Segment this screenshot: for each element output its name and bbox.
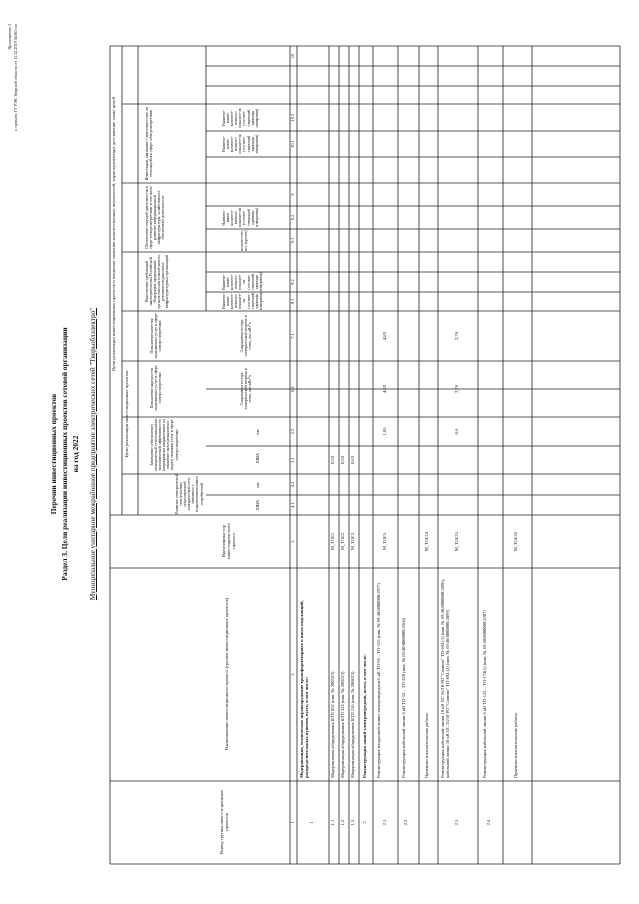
appendix-line-2: к приказу ГУ РЭК Тверской области от 11.12.2019 №561-нп bbox=[13, 24, 18, 131]
row-9-name: Реконструкция кабельной линии 10 кВ ПС 35/10 РП "Сомино" ТП-694 (1) (инв. № 69:40:0000000:2896), кабельной линии 10 кВ ПС 35/10 РП "Сомино" ТП-694 (2) (инв. № 69:40:0000000:2899) bbox=[440, 579, 450, 778]
colnum-9: 9 bbox=[290, 193, 295, 196]
header-indicator-8-1: Наимено-вание количест-венного показате-ля (соответ-ствующей единицы измерения) bbox=[222, 291, 263, 310]
title-line-1: Перечни инвестиционных проектов bbox=[49, 393, 58, 515]
header-goal-9: Обеспечение текущей деятельности в сфере электроэнергетики, в том числе развитие информационной инфраструктуры, хозяйственное обеспечение деятельности bbox=[145, 185, 166, 250]
colnum-1: 1 bbox=[290, 821, 295, 824]
header-indicator-10-1: Наимено-вание количест-венного показате-ля (соответ-ствующей единицы измерения) bbox=[222, 134, 259, 154]
row-7-name: Реконструкция кабельной линии 6 кВ ТП-52 – ТП-220 (инв. № 69:40:0000000:2366) bbox=[401, 617, 406, 778]
row-2-num: 1.1 bbox=[330, 819, 335, 826]
unit-km-2: км bbox=[255, 429, 260, 435]
row-11-name: Проектно-изыскательские работы bbox=[513, 713, 518, 778]
colnum-5-2: 5.2 bbox=[290, 428, 295, 435]
organization-name: Муниципальное унитарное межрайонное предприятие электрических сетей "Тверьоблэлектро" bbox=[89, 307, 97, 601]
colnum-4-2: 4.2 bbox=[290, 481, 295, 488]
row-8-name: Проектно-изыскательские работы bbox=[424, 713, 429, 778]
colnum-10: 10 bbox=[290, 53, 295, 59]
colnum-10-2: 10.2 bbox=[290, 113, 295, 122]
header-project-id: Идентифика-тор инвестицион-ного проекта bbox=[221, 523, 236, 559]
row-3-value-5-1: 0,63 bbox=[340, 455, 345, 465]
header-goal-10: Инвестиции, связанные с деятельностью, не относящейся к сфере электроэнергетики bbox=[145, 106, 154, 181]
header-goal-6: Повышение надежности оказываемых услуг в сфере электроэнергетики bbox=[150, 365, 163, 411]
row-9-value-5-2: 0,6 bbox=[454, 428, 459, 435]
row-6-name: Реконструкция воздушной линии электропередачи 6 кВ ТП-95 – ТП-153 (инв. № 69:40:0000000:2977) bbox=[376, 583, 381, 778]
row-1-num: 1 bbox=[309, 821, 314, 824]
row-9-id: M_TGE15 bbox=[454, 531, 459, 552]
row-2-name: Модернизация оборудования КТП 852 (инв. № 20052Э) bbox=[330, 671, 335, 778]
header-quantity-9: количест-во, шт. (прочее) bbox=[240, 230, 249, 251]
row-4-num: 1.3 bbox=[350, 819, 355, 826]
colnum-6-1: 6.1 bbox=[290, 386, 295, 392]
unit-mva-1: МВА bbox=[255, 499, 260, 511]
title-line-2: Раздел 3. Цели реализации инвестиционных проектов сетевой организации bbox=[60, 327, 69, 581]
header-project-name: Наименование инвестиционного проекта (группы инвестиционных проектов) bbox=[224, 597, 229, 751]
row-6-id: M_TGE5 bbox=[382, 532, 387, 551]
header-goal-7: Повышение качества оказываемых услуг в сфере электроэнергетики bbox=[150, 313, 163, 359]
header-loss-6: Сокращение потерь электрической энергии в сетях, тыс.кВт*ч bbox=[240, 368, 253, 410]
row-6-value-6-1: 4,83 bbox=[382, 384, 387, 394]
row-2-id: M_TGE1 bbox=[330, 532, 335, 551]
row-7-num: 2.2 bbox=[403, 819, 408, 826]
header-loss-7: Сокращение потерь электрической энергии в сетях, тыс.кВт*ч bbox=[240, 315, 253, 357]
row-9-value-7-1: 2,76 bbox=[454, 331, 459, 341]
row-9-num: 2.3 bbox=[454, 819, 459, 826]
row-6-num: 2.1 bbox=[382, 819, 387, 826]
row-10-name: Реконструкция кабельной линии 6 кВ ТП-122 – ТП-174(1) (инв. № 69:40:0000000:2287) bbox=[482, 610, 487, 778]
row-4-name: Модернизация оборудования КТП 316 (инв. № 20063Э) bbox=[350, 671, 355, 778]
colnum-8-1: 8.1 bbox=[290, 298, 295, 305]
colnum-4-1: 4.1 bbox=[290, 502, 295, 508]
colnum-3: 3 bbox=[290, 540, 295, 543]
header-goal-8: Выполнение требований законодательства Российской Федерации, предписаний органов исполнительной власти, регламентов рыночных инфраструктурных организаций bbox=[145, 254, 170, 309]
colnum-8-2: 8.2 bbox=[290, 279, 295, 285]
row-1-name: Модернизация, техническое перевооружение трансформаторных и иных подстанций, распределительных пунктов, всего, в том числе: bbox=[299, 600, 309, 778]
row-10-num: 2.4 bbox=[486, 819, 491, 826]
appendix-line-1: Приложение 3 bbox=[7, 24, 12, 50]
header-indicators: Цели реализации инвестиционных проектов и плановые значения количественных показателей, характеризующих достижение таких целей bbox=[111, 97, 116, 371]
header-indicator-9: Наимено-вание количест-венного показате-ля (соответ-ствующей единицы измерения) bbox=[222, 207, 259, 228]
header-indicator-8-2: Наимено-вание количест-венного показате-ля (соответ-ствующей единицы измерения) bbox=[222, 272, 263, 291]
colnum-10-1: 10.1 bbox=[290, 140, 295, 148]
row-9-value-6-1: 2,76 bbox=[454, 384, 459, 394]
unit-km-1: км bbox=[255, 482, 260, 488]
row-8-id: M_TGE14 bbox=[424, 531, 429, 552]
colnum-7-1: 7.1 bbox=[290, 333, 295, 339]
title-line-3: на год 2022 bbox=[71, 435, 80, 473]
row-3-id: M_TGE2 bbox=[340, 532, 345, 551]
colnum-2: 2 bbox=[290, 673, 295, 676]
colnum-9-1: 9.1 bbox=[290, 237, 295, 244]
colnum-5-1: 5.1 bbox=[290, 457, 295, 463]
row-6-value-7-1: 4,83 bbox=[382, 331, 387, 341]
header-goal-4: Развитие электрической сети/усиление существующей электрической сети, связанное с подключением новых потребителей bbox=[175, 474, 204, 514]
header-group-number: Номер группы инвести-ционных проектов bbox=[219, 789, 229, 855]
colnum-9-2: 9.2 bbox=[290, 214, 295, 221]
row-2-value-5-1: 0,63 bbox=[330, 455, 335, 465]
row-6-value-5-2: 1,05 bbox=[382, 427, 387, 436]
unit-mva-2: МВА bbox=[255, 452, 260, 464]
row-5-num: 2 bbox=[362, 821, 367, 824]
row-3-num: 1.2 bbox=[340, 819, 345, 826]
header-indicator-10-2: Наимено-вание количест-венного показате-ля (соответ-ствующей единицы измерения) bbox=[222, 108, 259, 128]
header-goal-5: Замещение (обновление) электрической сети/повышение экономической эффективности (мероприятия направленные на снижение эксплуатационных затрат) оказания услуг в сфере электроэнергетики bbox=[150, 418, 179, 472]
row-3-name: Модернизация оборудования КТП 324 (инв. № 20023Э) bbox=[340, 671, 345, 778]
row-4-value-5-1: 0,63 bbox=[350, 455, 355, 465]
row-5-name: Реконструкция линий электропередачи, всего, в том числе: bbox=[362, 654, 367, 778]
header-goals: Цели реализации инвестиционных проектов bbox=[124, 370, 129, 458]
row-11-id: M_TGE16 bbox=[513, 531, 518, 552]
row-4-id: M_TGE3 bbox=[350, 532, 355, 551]
